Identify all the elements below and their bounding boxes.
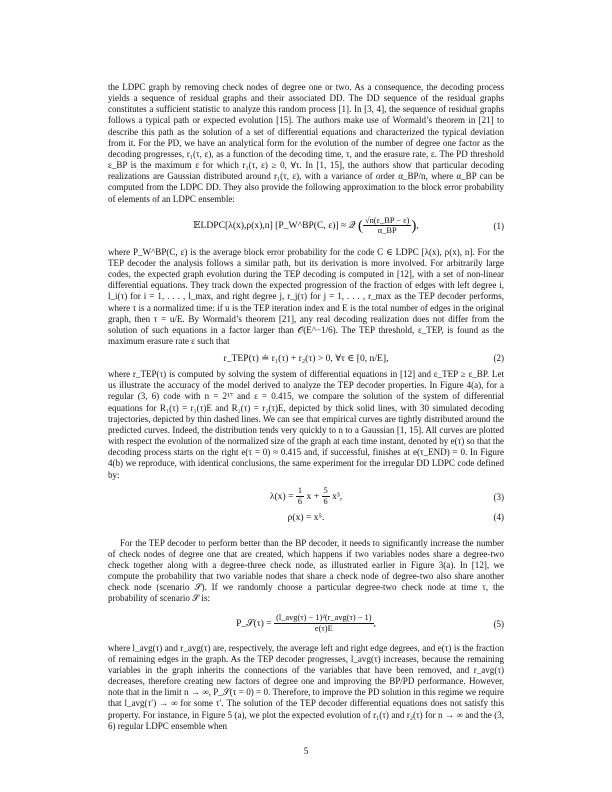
equation-3-frac1-num: 1 bbox=[297, 486, 303, 496]
equation-3-frac2 bbox=[322, 486, 330, 506]
equation-5-number: (5) bbox=[493, 618, 504, 629]
equation-3-mid: x + bbox=[306, 490, 320, 502]
equation-3 bbox=[108, 485, 504, 509]
equation-5-tail: , bbox=[373, 617, 376, 629]
paragraph-tep-analysis: where P_W^BP(C, ε) is the average block error probability for the code C ∈ LDPC [λ(x), ρ(x), n]. For the TEP decoder the analysis follows a similar path, but its derivation is more involved. For arbitrarily large codes, the expected graph evolution during the TEP decoding is computed in [12], with a set of non-linear differential equations. They track down the expected progression of the fraction of edges with left degree i, l_i(τ) for i = 1, . . . , l_max, and right degree j, r_j(τ) for j = 1, . . . , r_max as the TEP decoder performs, where τ is a normalized time: if u is the TEP iteration index and E is the total number of edges in the original graph, then τ = u/E. By Wormald’s theorem [21], any real decoding realization does not differ from the solution of such equations in a factor larger than 𝒪(E^−1/6). The TEP threshold, ε_TEP, is found as the maximum erasure rate ε such that bbox=[108, 246, 504, 346]
equation-1-fraction bbox=[363, 216, 411, 236]
paragraph-ldpc-graph: the LDPC graph by removing check nodes of degree one or two. As a consequence, the decoding process yields a sequence of residual graphs and their associated DD. The DD sequence of the residual graphs constitutes a sufficient statistic to analyze this random process [1]. In [3, 4], the sequence of residual graphs follows a typical path or expected evolution [15]. The authors make use of Wormald’s theorem in [21] to describe this path as the solution of a set of differential equations and characterized the typical deviation from it. For the PD, we have an analytical form for the evolution of the number of degree one factor as the decoding progresses, r₁(τ, ε), as a function of the decoding time, τ, and the erasure rate, ε. The PD threshold ε_BP is the maximum ε for which r₁(τ, ε) ≥ 0, ∀τ. In [1, 15], the authors show that particular decoding realizations are Gaussian distributed around r₁(τ, ε), with a variance of order α_BP/n, where α_BP can be computed from the LDPC DD. They also provide the following approximation to the block error probability of elements of an LDPC ensemble: bbox=[108, 82, 504, 204]
equation-3-frac2-den: 6 bbox=[323, 496, 328, 506]
equation-5-fraction bbox=[274, 613, 373, 633]
equation-2-number: (2) bbox=[493, 353, 504, 364]
equation-3-tail: x³, bbox=[332, 490, 343, 502]
equation-1-numerator: √n(ε_BP − ε) bbox=[364, 215, 410, 225]
page-number: 5 bbox=[303, 746, 309, 756]
equation-1-denominator: α_BP bbox=[377, 226, 397, 236]
equation-3-frac1 bbox=[296, 486, 304, 506]
paragraph-figure4: where r_TEP(τ) is computed by solving the system of differential equations in [12] and ε_TEP ≥ ε_BP. Let us illustrate the accuracy of the model derived to analyze the TEP decoder properties. In Figure 4(a), for a regular (3, 6) code with n = 2¹⁷ and ε = 0.415, we compare the solution of the system of differential equations for R₁(τ) = r₁(τ)E and R₂(τ) = r₂(τ)E, depicted by thick solid lines, with 30 simulated decoding trajectories, depicted by thin dashed lines. We can see that empirical curves are tightly distributed around the predicted curves. Indeed, the distribution tends very quickly to n to a Gaussian [1, 15]. All curves are plotted with respect the evolution of the normalized size of the graph at each time instant, denoted by e(τ) so that the decoding process starts on the right e(τ = 0) ≈ 0.415 and, if successful, finishes at e(τ_END) = 0. In Figure 4(b) we reproduce, with identical conclusions, the same experiment for the irregular DD LDPC code defined by: bbox=[108, 369, 504, 480]
equation-3-lhs: λ(x) = bbox=[269, 490, 294, 502]
paper-body bbox=[108, 82, 504, 732]
equation-4-body: ρ(x) = x⁵. bbox=[287, 511, 325, 523]
equation-1-lhs: 𝔼LDPC[λ(x),ρ(x),n] [P_W^BP(C, ε)] ≈ 𝒬 bbox=[193, 219, 356, 231]
equation-5-numerator: (l_avg(τ) − 1)²(r_avg(τ) − 1) bbox=[276, 613, 372, 623]
equation-4-number: (4) bbox=[493, 511, 504, 522]
equation-5-denominator: e(τ)E bbox=[314, 623, 333, 633]
equation-5 bbox=[108, 611, 504, 637]
paragraph-tep-vs-bp: For the TEP decoder to perform better than the BP decoder, it needs to significantly increase the number of check nodes of degree one that are created, which happens if two variables nodes share a degree-two check together along with a degree-three check node, as illustrated earlier in Figure 3(a). In [12], we compute the probability that two variable nodes that share a check node of degree-two also share another check node (scenario 𝒮). If we randomly choose a particular degree-two check node at time τ, the probability of scenario 𝒮 is: bbox=[108, 537, 504, 604]
equation-2 bbox=[108, 352, 504, 365]
equation-4 bbox=[108, 511, 504, 524]
equation-3-frac2-num: 5 bbox=[323, 486, 328, 496]
paragraph-lavg-ravg: where l_avg(τ) and r_avg(τ) are, respectively, the average left and right edge degrees, and e(τ) is the fraction of remaining edges in the graph. As the TEP decoder progresses, l_avg(τ) increases, because the remaining variables in the graph inherits the connections of the variables that have been removed, and r_avg(τ) decreases, therefore creating new factors of degree one and improving the BP/PD performance. However, note that in the limit n → ∞, P_𝒮(τ = 0) = 0. Therefore, to improve the PD solution in this regime we require that l_avg(τ′) → ∞ for some τ′. The solution of the TEP decoder differential equations does not satisfy this property. For instance, in Figure 5 (a), we plot the expected evolution of r₁(τ) and r₂(τ) for n → ∞ and the (3, 6) regular LDPC ensemble when bbox=[108, 642, 504, 731]
equation-5-lhs: P_𝒮(τ) = bbox=[236, 617, 272, 629]
equation-2-body: r_TEP(τ) ≐ r₁(τ) + r₂(τ) > 0, ∀τ ∈ [0, n/E], bbox=[223, 353, 389, 365]
equation-1-number: (1) bbox=[493, 220, 504, 231]
equation-3-number: (3) bbox=[493, 491, 504, 502]
equation-3-frac1-den: 6 bbox=[297, 496, 303, 506]
equation-1: 𝔼LDPC[λ(x),ρ(x),n] [P_W^BP(C, ε)] ≈ 𝒬 ( $\frac{√n(\varepsilon\_BP - \varepsilon)}{\alpha\_BP}$ ), (1) bbox=[108, 211, 504, 241]
